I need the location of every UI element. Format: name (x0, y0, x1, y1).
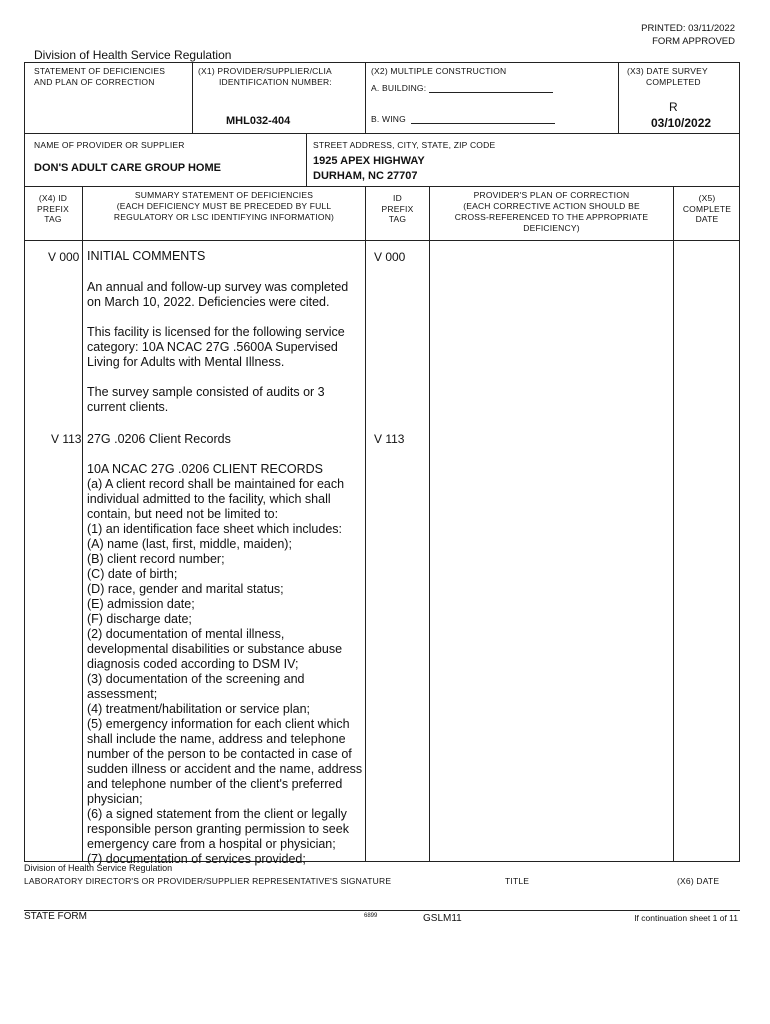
x4-header (24, 193, 82, 225)
v000-tag: V 000 (48, 250, 80, 264)
v113-id-prefix: V 113 (374, 432, 405, 446)
x1-label: (X1) PROVIDER/SUPPLIER/CLIA (198, 66, 332, 76)
building-label: A. BUILDING: (371, 83, 427, 93)
divider (82, 186, 83, 862)
survey-completed-date: 03/10/2022 (651, 116, 712, 130)
x4-1: (X4) ID (38, 193, 68, 203)
x4-2: PREFIX (37, 203, 69, 214)
plan-3: CROSS-REFERENCED TO THE APPROPRIATE (454, 212, 649, 222)
divider (192, 62, 193, 133)
address-label: STREET ADDRESS, CITY, STATE, ZIP CODE (313, 140, 496, 150)
divider-column-header (24, 240, 740, 241)
continuation-sheet: If continuation sheet 1 of 11 (634, 913, 738, 923)
id-2: PREFIX (381, 203, 414, 214)
id-3: TAG (388, 214, 407, 224)
summary-header (83, 190, 365, 223)
form-approved: FORM APPROVED (652, 36, 735, 47)
x5-1: (X5) (698, 193, 716, 203)
divider (429, 186, 430, 862)
address-line-1: 1925 APEX HIGHWAY (313, 155, 425, 167)
statement-label: STATEMENT OF DEFICIENCIES (34, 66, 166, 76)
footer-agency: Division of Health Service Regulation (24, 863, 173, 873)
x6-date-label: (X6) DATE (677, 876, 720, 886)
agency-title: Division of Health Service Regulation (34, 48, 232, 62)
divider-top-table (24, 133, 740, 134)
v000-title: INITIAL COMMENTS (87, 249, 206, 263)
plan-1: PROVIDER'S PLAN OF CORRECTION (473, 190, 630, 200)
wing-label: B. WING (371, 114, 406, 124)
provider-id-number: MHL032-404 (226, 115, 291, 127)
v000-paragraph-1: An annual and follow-up survey was completed on March 10, 2022. Deficiencies were cited. (87, 280, 349, 309)
x1-label-2: IDENTIFICATION NUMBER: (219, 77, 332, 87)
x3-label: (X3) DATE SURVEY (627, 66, 708, 76)
title-label: TITLE (505, 876, 530, 886)
divider (365, 186, 366, 862)
summary-3: REGULATORY OR LSC IDENTIFYING INFORMATION) (113, 212, 335, 222)
provider-name: DON'S ADULT CARE GROUP HOME (34, 162, 221, 174)
form-code: GSLM11 (423, 913, 462, 924)
address-line-2: DURHAM, NC 27707 (313, 170, 418, 182)
x4-3: TAG (44, 214, 62, 224)
x5-header (674, 193, 740, 225)
divider (306, 133, 307, 186)
divider (365, 62, 366, 133)
id-prefix-header (366, 193, 429, 225)
state-form-label: STATE FORM (24, 911, 87, 922)
v000-paragraph-2: This facility is licensed for the following service category: 10A NCAC 27G .5600A Supervised Living for Adults with Mental Illness. (87, 325, 345, 369)
printed-date: PRINTED: 03/11/2022 (641, 23, 735, 34)
divider (673, 186, 674, 862)
footer-rule (24, 910, 740, 911)
v000-id-prefix: V 000 (374, 250, 406, 264)
v000-paragraph-3: The survey sample consisted of audits or 3 current clients. (87, 385, 325, 414)
plan-2: (EACH CORRECTIVE ACTION SHOULD BE (463, 201, 640, 211)
v113-tag: V 113 (51, 432, 82, 446)
v113-title: 27G .0206 Client Records (87, 432, 231, 446)
x2-label: (X2) MULTIPLE CONSTRUCTION (371, 66, 507, 76)
plan-header (430, 190, 673, 234)
summary-2: (EACH DEFICIENCY MUST BE PRECEDED BY FULL (116, 201, 332, 211)
form-number: 6899 (364, 913, 378, 919)
survey-r-marker: R (669, 100, 678, 114)
wing-blank (411, 123, 555, 124)
x3-label-2: COMPLETED (646, 77, 701, 87)
statement-label-2: AND PLAN OF CORRECTION (34, 77, 155, 87)
summary-1: SUMMARY STATEMENT OF DEFICIENCIES (134, 190, 314, 200)
divider-provider (24, 186, 740, 187)
id-1: ID (393, 193, 402, 203)
provider-name-label: NAME OF PROVIDER OR SUPPLIER (34, 140, 185, 150)
x5-3: DATE (695, 214, 719, 224)
divider (618, 62, 619, 133)
building-blank (429, 92, 553, 93)
v113-rule-text: 10A NCAC 27G .0206 CLIENT RECORDS (a) A client record shall be maintained for each individual admitted to the facility, which shall contain, but need not be limited to: (1) an identification face sheet which includes: (A) name (last, first, middle, maiden); (B) client record number; (C) date of birth; (D) race, gender and marital status; (E) admission date; (F) discharge date; (2) documentation of mental illness, developmental disabilities or substance abuse diagnosis coded according to DSM IV; (3) documentation of the screening and assessment; (4) treatment/habilitation or service plan; (5) emergency information for each client which shall include the name, address and telephone number of the person to be contacted in case of sudden illness or accident and the name, address and telephone number of the client's preferred physician; (6) a signed statement from the client or legally responsible person granting permission to seek emergency care from a hospital or physician; (7) documentation of services provided; (87, 462, 363, 866)
x5-2: COMPLETE (682, 203, 732, 214)
signature-label: LABORATORY DIRECTOR'S OR PROVIDER/SUPPLIER REPRESENTATIVE'S SIGNATURE (24, 876, 392, 886)
plan-4: DEFICIENCY) (523, 223, 580, 233)
